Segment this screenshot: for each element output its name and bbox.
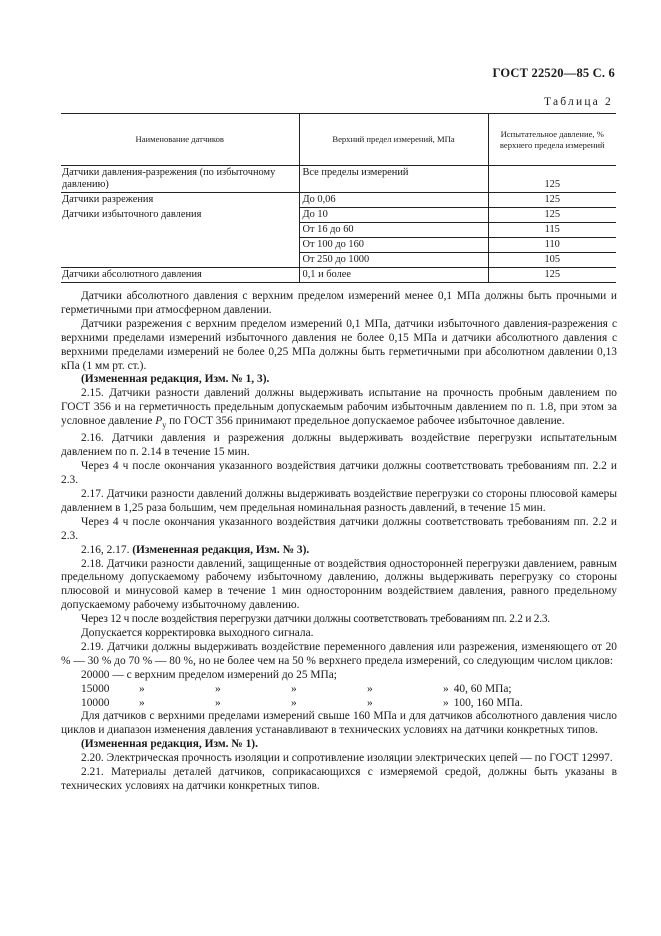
- clause-text: 2.15. Датчики разности давлений должны выдерживать испытание на прочность пробным давлением по ГОСТ 356 и на герметичность предельным допускаемым рабочим избыточным давлением по п. 1.8, при этом за условное давление: [61, 387, 617, 428]
- cell-pressure: 105: [488, 253, 616, 268]
- cycles-limit: 100, 160 МПа.: [453, 696, 523, 709]
- pressure-subscript: у: [162, 420, 167, 430]
- cycles-row: [81, 697, 617, 711]
- cell-name: Датчики абсолютного давления: [61, 268, 299, 283]
- table-row: [61, 166, 616, 193]
- table-row: [61, 268, 616, 283]
- clause-2-17: 2.17. Датчики разности давлений должны выдерживать воздействие перегрузки со стороны плюсовой камеры давлением в 1,25 раза большим, чем предельная номинальная разность давлений, в течение 15 мин.: [61, 487, 617, 514]
- cell-pressure: 125: [544, 179, 561, 190]
- ditto-mark: »: [139, 696, 145, 709]
- column-header-name: Наименование датчиков: [61, 114, 299, 166]
- cell-name: Датчики разрежения: [61, 193, 299, 208]
- running-header: ГОСТ 22520—85 С. 6: [492, 66, 615, 80]
- cell-pressure: 125: [544, 269, 561, 280]
- amendment-note: (Измененная редакция, Изм. № 1, 3).: [81, 373, 270, 386]
- amendment-text: (Измененная редакция, Изм. № 3).: [132, 543, 310, 556]
- cell-limit: От 100 до 160: [299, 238, 488, 253]
- cycles-row: [81, 683, 617, 697]
- cell-pressure: 115: [488, 223, 616, 238]
- paragraph: Датчики разрежения с верхним пределом измерений 0,1 МПа, датчики избыточного давления-разрежения с верхними пределами измерений избыточного давления не более 0,15 МПа и датчики абсолютного давления с верхними пределами измерений не более 0,25 МПа должны быть герметичными при абсолютном давлении 0,13 кПа (1 мм рт. ст.).: [61, 317, 617, 372]
- ditto-mark: »: [139, 682, 145, 695]
- clause-2-20: 2.20. Электрическая прочность изоляции и сопротивление изоляции электрических цепей — по ГОСТ 12997.: [81, 752, 613, 765]
- cell-limit: До 0,06: [299, 193, 488, 208]
- clause-ref: 2.16, 2.17.: [81, 543, 133, 556]
- ditto-mark: »: [367, 696, 373, 709]
- clause-2-18: 2.18. Датчики разности давлений, защищенные от воздействия односторонней перегрузки давлением, равным предельному допускаемому рабочему избыточному давлению, должны выдерживать перегрузку со стороны плюсовой и минусовой камер в течение 1 мин односторонним воздействием давления, равного предельному допускаемому рабочему избыточному давлению.: [61, 557, 617, 612]
- table-row: [61, 223, 616, 238]
- cell-pressure: 125: [488, 193, 616, 208]
- cell-name: [61, 223, 299, 238]
- cell-limit: От 250 до 1000: [299, 253, 488, 268]
- paragraph: Через 4 ч после окончания указанного воздействия датчики должны соответствовать требованиям пп. 2.2 и 2.3.: [61, 515, 617, 542]
- paragraph: Через 4 ч после окончания указанного воздействия датчики должны соответствовать требованиям пп. 2.2 и 2.3.: [61, 460, 617, 487]
- cell-name: [61, 238, 299, 253]
- cell-limit: От 16 до 60: [299, 223, 488, 238]
- document-body: [61, 290, 617, 794]
- column-header-pressure: Испытательное давление, % верхнего предела измерений: [499, 129, 605, 150]
- table-header-row: [61, 114, 616, 166]
- cell-pressure: 110: [488, 238, 616, 253]
- table-row: [61, 253, 616, 268]
- cycles-row: [81, 669, 617, 683]
- cell-pressure: 125: [488, 208, 616, 223]
- paragraph: Через 12 ч после воздействия перегрузки датчики должны соответствовать требованиям пп. 2.2 и 2.3.: [81, 613, 550, 626]
- ditto-mark: »: [215, 696, 221, 709]
- ditto-mark: »: [291, 696, 297, 709]
- cycles-count: 15000: [81, 682, 110, 695]
- table-row: [61, 238, 616, 253]
- clause-2-15: [61, 387, 617, 432]
- ditto-mark: »: [443, 696, 449, 709]
- paragraph: Допускается корректировка выходного сигнала.: [81, 627, 314, 640]
- ditto-mark: »: [215, 682, 221, 695]
- amendment-note: [61, 544, 617, 558]
- column-header-limit: Верхний предел измерений, МПа: [299, 114, 488, 166]
- cycles-list: [81, 669, 617, 711]
- cycles-limit: 40, 60 МПа;: [453, 682, 512, 695]
- table-caption: Таблица 2: [544, 96, 613, 108]
- cell-name: Датчики давления-разрежения (по избыточному давлению): [61, 166, 299, 193]
- cell-name: Датчики избыточного давления: [61, 208, 299, 223]
- paragraph: Для датчиков с верхними пределами измерений свыше 160 МПа и для датчиков абсолютного давления число циклов и диапазон изменения давления устанавливают в технических условиях на датчики конкретных типов.: [61, 710, 617, 737]
- clause-2-16: 2.16. Датчики давления и разрежения должны выдерживать воздействие перегрузки испытательным давлением по п. 2.14 в течение 15 мин.: [61, 432, 617, 459]
- cell-limit: До 10: [299, 208, 488, 223]
- amendment-note: (Измененная редакция, Изм. № 1).: [81, 738, 258, 751]
- cell-limit: 0,1 и более: [299, 268, 488, 283]
- table-row: [61, 193, 616, 208]
- table-row: [61, 208, 616, 223]
- clause-2-19: 2.19. Датчики должны выдерживать воздействие переменного давления или разрежения, изменяющего от 20 % — 30 % до 70 % — 80 %, но не более чем на 50 % верхнего предела измерений, со следующим числом циклов:: [61, 640, 617, 667]
- cell-name: [61, 253, 299, 268]
- paragraph: Датчики абсолютного давления с верхним пределом измерений менее 0,1 МПа должны быть прочными и герметичными при атмосферном давлении.: [61, 290, 617, 316]
- ditto-mark: »: [291, 682, 297, 695]
- pressure-symbol: P: [155, 415, 163, 428]
- ditto-mark: »: [367, 682, 373, 695]
- ditto-mark: »: [443, 682, 449, 695]
- cell-limit: Все пределы измерений: [299, 166, 488, 193]
- cycles-text: 20000 — с верхним пределом измерений до 25 МПа;: [81, 668, 337, 681]
- cycles-count: 10000: [81, 696, 110, 709]
- clause-text: по ГОСТ 356 принимают предельное допускаемое рабочее избыточное давление.: [166, 415, 565, 428]
- table-2: [61, 113, 616, 283]
- clause-2-21: 2.21. Материалы деталей датчиков, соприкасающихся с измеряемой средой, должны быть указаны в технических условиях на датчики конкретных типов.: [61, 766, 617, 792]
